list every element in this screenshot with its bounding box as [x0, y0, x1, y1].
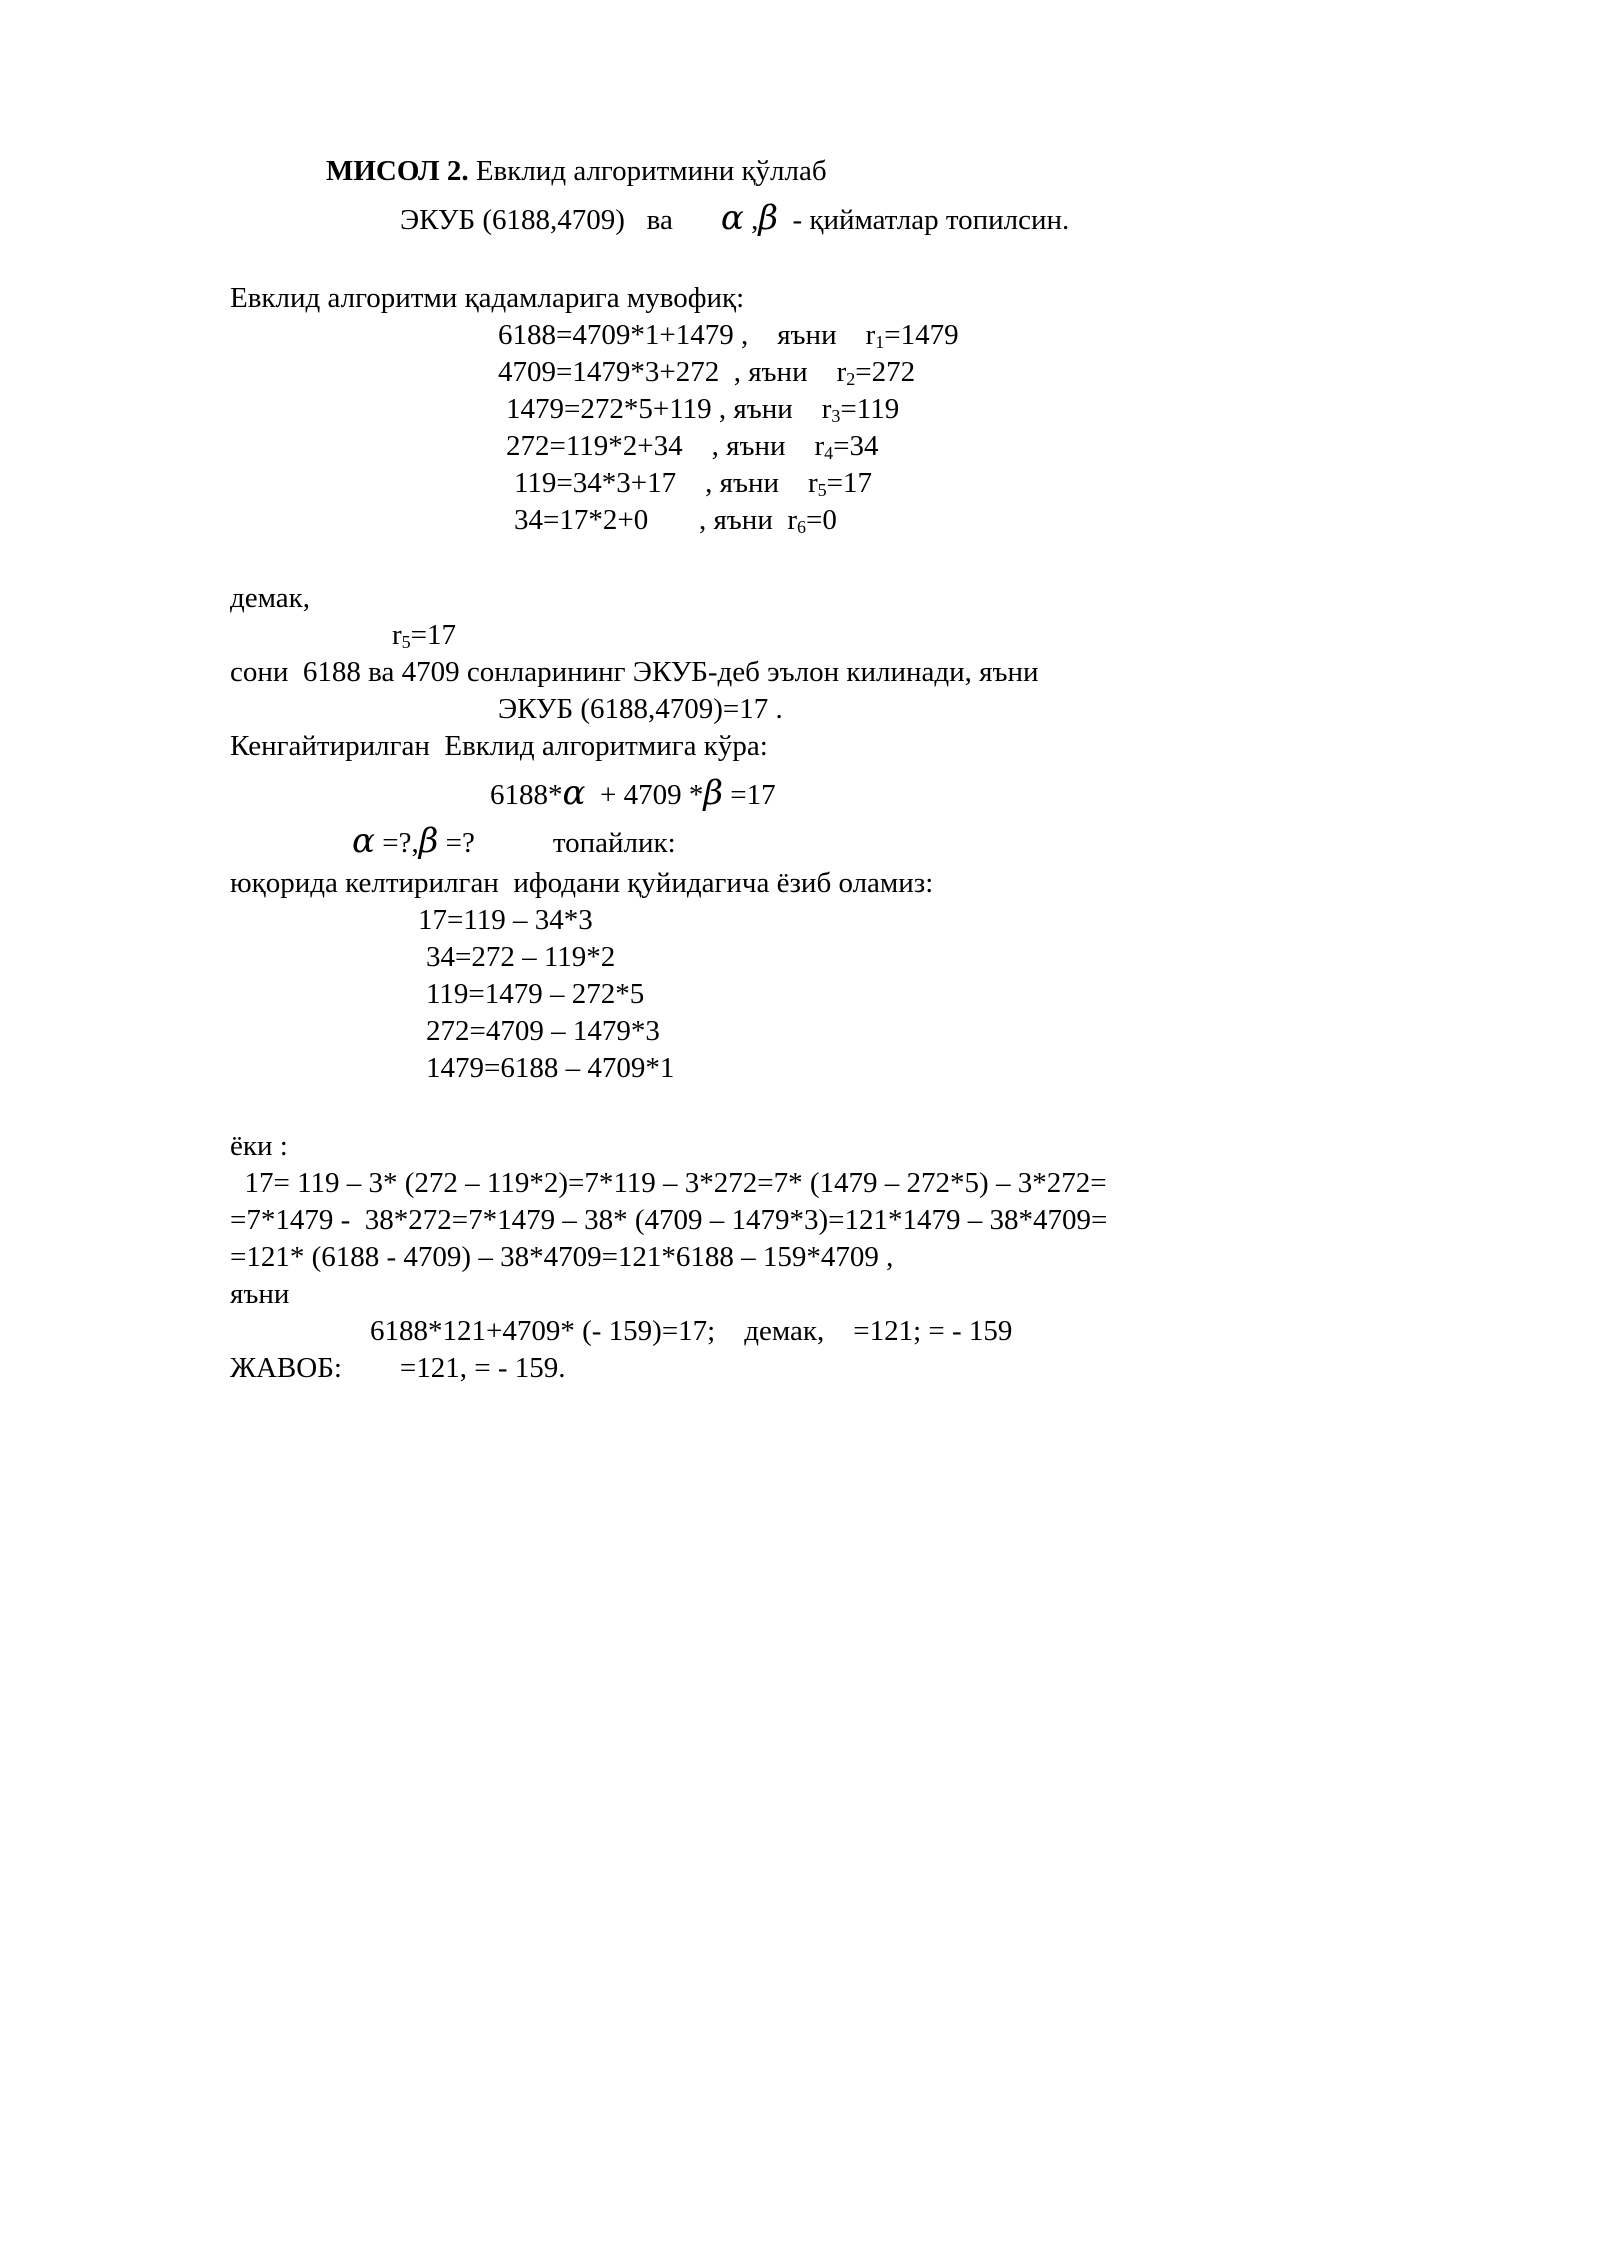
step-equation: 4709=1479*3+272 , яъни r	[498, 356, 847, 388]
step-subscript: 5	[817, 480, 827, 500]
alpha-symbol: α	[352, 821, 375, 861]
unknown-part: =?	[438, 827, 475, 859]
example-label: МИСОЛ 2.	[326, 155, 469, 187]
unknown-part: =?,	[374, 827, 419, 859]
extended-equation	[490, 773, 776, 813]
step-value: =0	[806, 504, 837, 536]
steps-intro: Евклид алгоритми қадамларига мувофиқ:	[230, 282, 745, 314]
task-values-text: - қийматлар топилсин.	[777, 204, 1070, 236]
find-text: топайлик:	[552, 827, 676, 859]
unknowns-line	[352, 821, 676, 861]
step-equation: 34=17*2+0 , яъни r	[514, 504, 797, 536]
eki-text: ёки :	[230, 1130, 288, 1162]
example-heading	[326, 154, 827, 188]
eq-part: + 4709 *	[585, 779, 704, 811]
step-equation: 272=119*2+34 , яъни r	[506, 430, 825, 462]
eq-part: =17	[722, 779, 776, 811]
rewrite-row: 272=4709 – 1479*3	[426, 1015, 660, 1047]
r5-value: =17	[410, 619, 457, 651]
rewrite-row: 17=119 – 34*3	[418, 904, 593, 936]
step-row	[498, 318, 959, 352]
step-subscript: 2	[846, 369, 856, 389]
step-row	[498, 355, 915, 389]
rewrite-row: 34=272 – 119*2	[426, 941, 616, 973]
eq-part: 6188*	[490, 779, 563, 811]
step-value: =119	[840, 393, 900, 425]
beta-symbol: β	[758, 198, 778, 238]
step-subscript: 3	[831, 406, 841, 426]
r5-subscript: 5	[401, 632, 411, 652]
derivation-line: 17= 119 – 3* (272 – 119*2)=7*119 – 3*272=7* (1479 – 272*5) – 3*272=	[230, 1167, 1107, 1199]
extended-intro: Кенгайтирилган Евклид алгоритмига кўра:	[230, 730, 768, 762]
step-subscript: 4	[824, 443, 834, 463]
step-row	[506, 392, 899, 426]
alpha-symbol: α	[562, 773, 586, 813]
beta-symbol: β	[418, 821, 439, 861]
final-equation: 6188*121+4709* (- 159)=17; демак, =121; = - 159	[370, 1315, 1013, 1347]
gcd-statement: сони 6188 ва 4709 сонларининг ЭКУБ-деб эълон килинади, яъни	[230, 656, 1039, 688]
answer-text: =121, = - 159.	[399, 1352, 566, 1384]
derivation-line: яъни	[230, 1278, 290, 1310]
step-row	[514, 466, 872, 500]
step-row	[514, 503, 837, 537]
r5-letter: r	[392, 619, 402, 651]
r5-line	[392, 618, 456, 652]
derivation-line: =121* (6188 - 4709) – 38*4709=121*6188 – 159*4709 ,	[230, 1241, 894, 1273]
step-value: =272	[855, 356, 916, 388]
gcd-result: ЭКУБ (6188,4709)=17 .	[498, 693, 783, 725]
step-equation: 6188=4709*1+1479 , яъни r	[498, 319, 876, 351]
task-comma: ,	[743, 204, 759, 236]
rewrite-intro: юқорида келтирилган ифодани қуйидагича ёзиб оламиз:	[230, 867, 934, 899]
derivation-line: =7*1479 - 38*272=7*1479 – 38* (4709 – 1479*3)=121*1479 – 38*4709=	[230, 1204, 1108, 1236]
example-title: Евклид алгоритмини қўллаб	[468, 155, 827, 187]
step-value: =17	[826, 467, 873, 499]
alpha-symbol: α	[720, 198, 744, 238]
step-subscript: 1	[875, 332, 885, 352]
step-equation: 1479=272*5+119 , яъни r	[506, 393, 832, 425]
task-statement	[400, 198, 1070, 238]
step-subscript: 6	[797, 517, 806, 537]
step-row	[506, 429, 879, 463]
demak-text: демак,	[230, 582, 310, 614]
answer-label: ЖАВОБ:	[230, 1352, 342, 1384]
answer-line	[230, 1351, 566, 1385]
step-value: =1479	[884, 319, 959, 351]
rewrite-row: 1479=6188 – 4709*1	[426, 1052, 675, 1084]
task-gcd-text: ЭКУБ (6188,4709) ва	[400, 204, 673, 236]
step-value: =34	[833, 430, 879, 462]
beta-symbol: β	[703, 773, 723, 813]
rewrite-row: 119=1479 – 272*5	[426, 978, 645, 1010]
step-equation: 119=34*3+17 , яъни r	[514, 467, 818, 499]
